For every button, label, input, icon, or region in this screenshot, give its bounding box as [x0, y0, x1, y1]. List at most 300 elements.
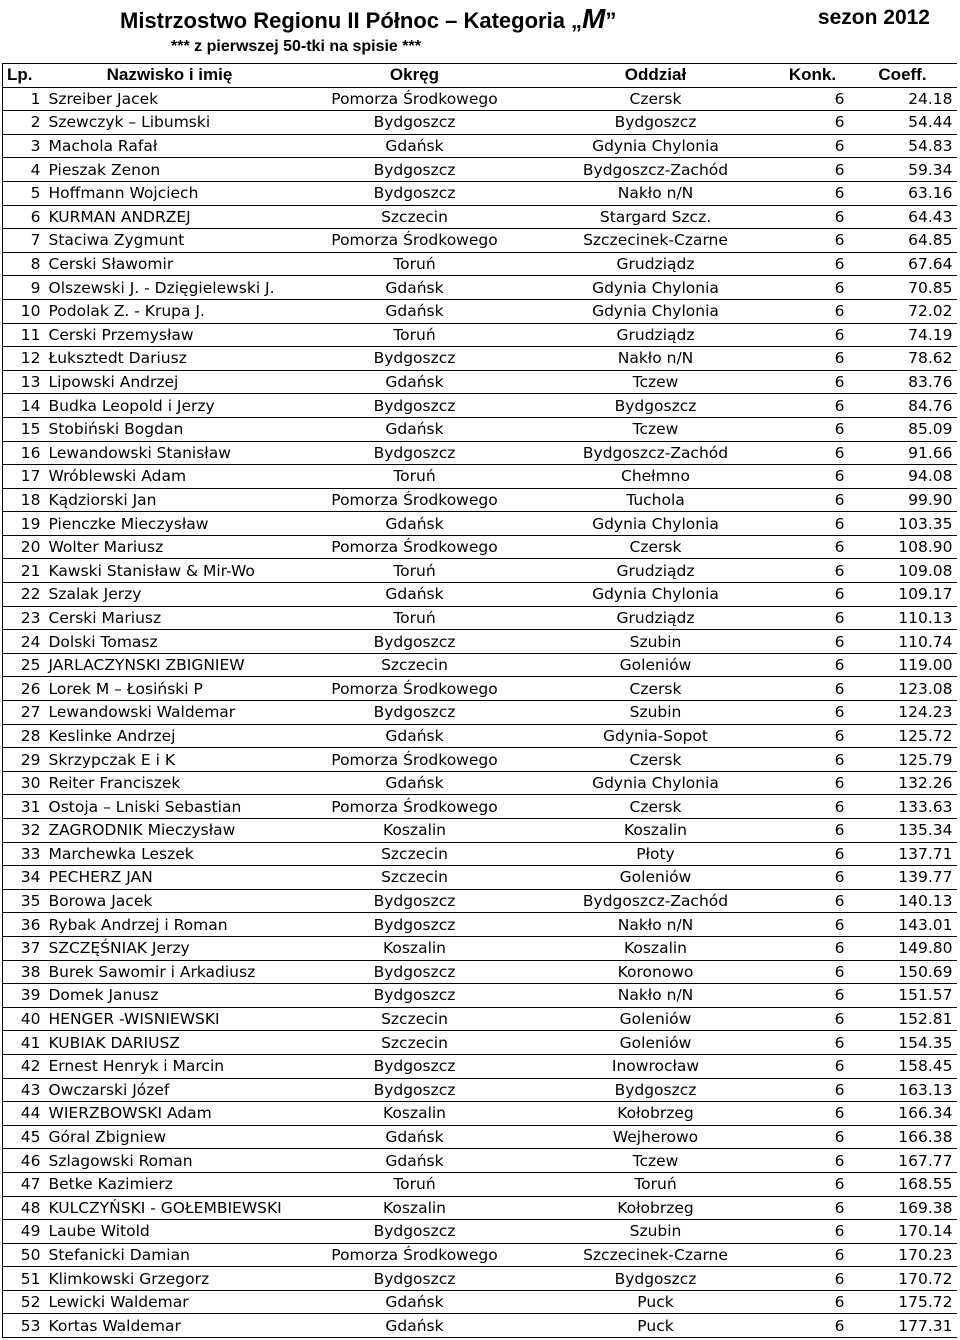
cell-okreg: Bydgoszcz: [295, 1220, 535, 1244]
cell-konk: 6: [777, 229, 849, 253]
cell-konk: 6: [777, 1243, 849, 1267]
table-row: [3, 205, 957, 229]
cell-oddzial: Wejherowo: [535, 1125, 777, 1149]
cell-okreg: Gdańsk: [295, 771, 535, 795]
table-row: [3, 1125, 957, 1149]
cell-coeff: 103.35: [849, 512, 957, 536]
cell-coeff: 150.69: [849, 960, 957, 984]
table-row: [3, 299, 957, 323]
cell-lp: 46: [3, 1149, 45, 1173]
cell-okreg: Bydgoszcz: [295, 1267, 535, 1291]
cell-oddzial: Płoty: [535, 842, 777, 866]
cell-konk: 6: [777, 158, 849, 182]
table-header: [3, 64, 957, 88]
cell-name: WIERZBOWSKI Adam: [45, 1102, 295, 1126]
cell-oddzial: Tczew: [535, 1149, 777, 1173]
cell-oddzial: Szczecinek-Czarne: [535, 1243, 777, 1267]
cell-coeff: 132.26: [849, 771, 957, 795]
cell-name: Szreiber Jacek: [45, 87, 295, 111]
cell-coeff: 123.08: [849, 677, 957, 701]
cell-okreg: Bydgoszcz: [295, 889, 535, 913]
table-row: [3, 701, 957, 725]
cell-okreg: Bydgoszcz: [295, 111, 535, 135]
cell-lp: 9: [3, 276, 45, 300]
cell-lp: 15: [3, 417, 45, 441]
table-row: [3, 842, 957, 866]
cell-name: Borowa Jacek: [45, 889, 295, 913]
cell-oddzial: Gdynia Chylonia: [535, 299, 777, 323]
cell-lp: 27: [3, 701, 45, 725]
table-row: [3, 441, 957, 465]
cell-konk: 6: [777, 701, 849, 725]
cell-konk: 6: [777, 417, 849, 441]
cell-lp: 36: [3, 913, 45, 937]
cell-oddzial: Chełmno: [535, 465, 777, 489]
cell-lp: 31: [3, 795, 45, 819]
cell-lp: 17: [3, 465, 45, 489]
cell-lp: 10: [3, 299, 45, 323]
cell-name: SZCZĘŚNIAK Jerzy: [45, 936, 295, 960]
cell-okreg: Gdańsk: [295, 134, 535, 158]
cell-coeff: 67.64: [849, 252, 957, 276]
cell-oddzial: Tczew: [535, 417, 777, 441]
cell-okreg: Toruń: [295, 606, 535, 630]
cell-okreg: Toruń: [295, 252, 535, 276]
cell-lp: 35: [3, 889, 45, 913]
cell-lp: 19: [3, 512, 45, 536]
cell-oddzial: Stargard Szcz.: [535, 205, 777, 229]
table-row: [3, 1031, 957, 1055]
cell-name: Keslinke Andrzej: [45, 724, 295, 748]
cell-oddzial: Kołobrzeg: [535, 1102, 777, 1126]
cell-name: Skrzypczak E i K: [45, 748, 295, 772]
cell-okreg: Bydgoszcz: [295, 913, 535, 937]
cell-name: Reiter Franciszek: [45, 771, 295, 795]
cell-konk: 6: [777, 87, 849, 111]
table-row: [3, 87, 957, 111]
cell-name: Lipowski Andrzej: [45, 370, 295, 394]
cell-okreg: Bydgoszcz: [295, 181, 535, 205]
cell-lp: 14: [3, 394, 45, 418]
cell-oddzial: Bydgoszcz: [535, 111, 777, 135]
cell-name: Betke Kazimierz: [45, 1172, 295, 1196]
cell-lp: 37: [3, 936, 45, 960]
cell-okreg: Bydgoszcz: [295, 1054, 535, 1078]
cell-name: Kortas Waldemar: [45, 1314, 295, 1338]
cell-lp: 29: [3, 748, 45, 772]
season-label: sezon 2012: [817, 6, 930, 29]
table-row: [3, 771, 957, 795]
cell-name: Pieszak Zenon: [45, 158, 295, 182]
cell-coeff: 169.38: [849, 1196, 957, 1220]
cell-konk: 6: [777, 1172, 849, 1196]
table-row: [3, 866, 957, 890]
table-row: [3, 229, 957, 253]
title-suffix: ”: [605, 8, 617, 33]
cell-oddzial: Tczew: [535, 370, 777, 394]
cell-oddzial: Szubin: [535, 1220, 777, 1244]
cell-okreg: Toruń: [295, 465, 535, 489]
table-row: [3, 960, 957, 984]
cell-konk: 6: [777, 960, 849, 984]
cell-okreg: Gdańsk: [295, 724, 535, 748]
cell-okreg: Gdańsk: [295, 1149, 535, 1173]
cell-konk: 6: [777, 512, 849, 536]
cell-konk: 6: [777, 347, 849, 371]
cell-okreg: Szczecin: [295, 205, 535, 229]
cell-konk: 6: [777, 1125, 849, 1149]
cell-okreg: Szczecin: [295, 1007, 535, 1031]
cell-konk: 6: [777, 370, 849, 394]
cell-oddzial: Szubin: [535, 630, 777, 654]
cell-oddzial: Bydgoszcz-Zachód: [535, 889, 777, 913]
title-category: M: [582, 3, 606, 34]
table-row: [3, 913, 957, 937]
cell-coeff: 63.16: [849, 181, 957, 205]
cell-okreg: Gdańsk: [295, 1290, 535, 1314]
cell-lp: 5: [3, 181, 45, 205]
table-row: [3, 819, 957, 843]
table-row: [3, 1172, 957, 1196]
cell-konk: 6: [777, 394, 849, 418]
cell-lp: 23: [3, 606, 45, 630]
cell-coeff: 110.13: [849, 606, 957, 630]
cell-oddzial: Nakło n/N: [535, 181, 777, 205]
cell-konk: 6: [777, 465, 849, 489]
cell-konk: 6: [777, 583, 849, 607]
cell-lp: 45: [3, 1125, 45, 1149]
cell-oddzial: Goleniów: [535, 1007, 777, 1031]
cell-coeff: 168.55: [849, 1172, 957, 1196]
cell-coeff: 140.13: [849, 889, 957, 913]
cell-name: Klimkowski Grzegorz: [45, 1267, 295, 1291]
cell-konk: 6: [777, 724, 849, 748]
table-row: [3, 1243, 957, 1267]
cell-coeff: 166.38: [849, 1125, 957, 1149]
cell-lp: 40: [3, 1007, 45, 1031]
cell-lp: 12: [3, 347, 45, 371]
cell-name: KURMAN ANDRZEJ: [45, 205, 295, 229]
cell-okreg: Pomorza Środkowego: [295, 748, 535, 772]
column-header-oddzial: Oddział: [535, 64, 777, 88]
cell-okreg: Bydgoszcz: [295, 701, 535, 725]
table-row: [3, 984, 957, 1008]
table-row: [3, 1314, 957, 1338]
table-row: [3, 889, 957, 913]
cell-coeff: 154.35: [849, 1031, 957, 1055]
cell-lp: 48: [3, 1196, 45, 1220]
table-row: [3, 606, 957, 630]
cell-name: Olszewski J. - Dzięgielewski J.: [45, 276, 295, 300]
cell-okreg: Gdańsk: [295, 299, 535, 323]
cell-name: Pienczke Mieczysław: [45, 512, 295, 536]
cell-name: Ostoja – Lniski Sebastian: [45, 795, 295, 819]
cell-konk: 6: [777, 441, 849, 465]
cell-oddzial: Grudziądz: [535, 252, 777, 276]
cell-lp: 32: [3, 819, 45, 843]
cell-coeff: 158.45: [849, 1054, 957, 1078]
cell-konk: 6: [777, 1007, 849, 1031]
cell-oddzial: Tuchola: [535, 488, 777, 512]
cell-okreg: Koszalin: [295, 1196, 535, 1220]
cell-coeff: 124.23: [849, 701, 957, 725]
cell-name: Wróblewski Adam: [45, 465, 295, 489]
table-row: [3, 677, 957, 701]
cell-coeff: 59.34: [849, 158, 957, 182]
cell-okreg: Bydgoszcz: [295, 1078, 535, 1102]
cell-konk: 6: [777, 1290, 849, 1314]
cell-lp: 47: [3, 1172, 45, 1196]
cell-oddzial: Szubin: [535, 701, 777, 725]
table-row: [3, 583, 957, 607]
cell-lp: 28: [3, 724, 45, 748]
table-row: [3, 535, 957, 559]
cell-oddzial: Grudziądz: [535, 606, 777, 630]
cell-konk: 6: [777, 819, 849, 843]
cell-lp: 44: [3, 1102, 45, 1126]
cell-oddzial: Goleniów: [535, 866, 777, 890]
cell-konk: 6: [777, 984, 849, 1008]
cell-konk: 6: [777, 748, 849, 772]
cell-coeff: 167.77: [849, 1149, 957, 1173]
cell-konk: 6: [777, 252, 849, 276]
cell-coeff: 83.76: [849, 370, 957, 394]
cell-lp: 53: [3, 1314, 45, 1338]
cell-konk: 6: [777, 111, 849, 135]
cell-okreg: Gdańsk: [295, 512, 535, 536]
table-row: [3, 559, 957, 583]
table-row: [3, 630, 957, 654]
cell-oddzial: Czersk: [535, 535, 777, 559]
cell-coeff: 64.85: [849, 229, 957, 253]
cell-konk: 6: [777, 1149, 849, 1173]
cell-lp: 33: [3, 842, 45, 866]
cell-konk: 6: [777, 677, 849, 701]
cell-konk: 6: [777, 1054, 849, 1078]
table-row: [3, 370, 957, 394]
cell-coeff: 64.43: [849, 205, 957, 229]
cell-oddzial: Nakło n/N: [535, 913, 777, 937]
cell-konk: 6: [777, 630, 849, 654]
cell-oddzial: Gdynia Chylonia: [535, 276, 777, 300]
cell-okreg: Szczecin: [295, 842, 535, 866]
cell-lp: 2: [3, 111, 45, 135]
table-row: [3, 181, 957, 205]
table-row: [3, 1078, 957, 1102]
cell-konk: 6: [777, 913, 849, 937]
cell-name: KULCZYŃSKI - GOŁEMBIEWSKI: [45, 1196, 295, 1220]
cell-coeff: 109.08: [849, 559, 957, 583]
cell-oddzial: Bydgoszcz-Zachód: [535, 441, 777, 465]
cell-okreg: Koszalin: [295, 1102, 535, 1126]
cell-konk: 6: [777, 936, 849, 960]
table-row: [3, 158, 957, 182]
table-row: [3, 512, 957, 536]
cell-konk: 6: [777, 276, 849, 300]
cell-okreg: Pomorza Środkowego: [295, 535, 535, 559]
cell-name: Podolak Z. - Krupa J.: [45, 299, 295, 323]
table-row: [3, 111, 957, 135]
table-row: [3, 795, 957, 819]
cell-konk: 6: [777, 134, 849, 158]
cell-okreg: Szczecin: [295, 866, 535, 890]
cell-okreg: Bydgoszcz: [295, 158, 535, 182]
cell-okreg: Szczecin: [295, 1031, 535, 1055]
cell-okreg: Gdańsk: [295, 583, 535, 607]
cell-name: Laube Witold: [45, 1220, 295, 1244]
page-title: [120, 3, 616, 35]
cell-okreg: Toruń: [295, 323, 535, 347]
cell-okreg: Bydgoszcz: [295, 394, 535, 418]
cell-oddzial: Bydgoszcz: [535, 394, 777, 418]
cell-lp: 22: [3, 583, 45, 607]
cell-oddzial: Grudziądz: [535, 323, 777, 347]
cell-name: Szlagowski Roman: [45, 1149, 295, 1173]
table-row: [3, 653, 957, 677]
cell-name: PECHERZ JAN: [45, 866, 295, 890]
cell-oddzial: Kołobrzeg: [535, 1196, 777, 1220]
cell-konk: 6: [777, 771, 849, 795]
cell-oddzial: Puck: [535, 1290, 777, 1314]
cell-name: Hoffmann Wojciech: [45, 181, 295, 205]
table-row: [3, 724, 957, 748]
cell-coeff: 177.31: [849, 1314, 957, 1338]
cell-konk: 6: [777, 299, 849, 323]
cell-okreg: Pomorza Środkowego: [295, 1243, 535, 1267]
cell-coeff: 91.66: [849, 441, 957, 465]
table-row: [3, 488, 957, 512]
cell-okreg: Toruń: [295, 1172, 535, 1196]
cell-name: Marchewka Leszek: [45, 842, 295, 866]
cell-lp: 16: [3, 441, 45, 465]
cell-oddzial: Szczecinek-Czarne: [535, 229, 777, 253]
cell-lp: 50: [3, 1243, 45, 1267]
header-row: [3, 64, 957, 88]
cell-name: Ernest Henryk i Marcin: [45, 1054, 295, 1078]
cell-konk: 6: [777, 1196, 849, 1220]
table-row: [3, 417, 957, 441]
cell-name: Cerski Mariusz: [45, 606, 295, 630]
cell-coeff: 133.63: [849, 795, 957, 819]
cell-name: Dolski Tomasz: [45, 630, 295, 654]
cell-name: Lewandowski Waldemar: [45, 701, 295, 725]
cell-name: Stobiński Bogdan: [45, 417, 295, 441]
cell-konk: 6: [777, 795, 849, 819]
cell-lp: 38: [3, 960, 45, 984]
cell-oddzial: Czersk: [535, 795, 777, 819]
cell-lp: 8: [3, 252, 45, 276]
cell-name: Cerski Sławomir: [45, 252, 295, 276]
cell-oddzial: Bydgoszcz: [535, 1267, 777, 1291]
table-row: [3, 323, 957, 347]
cell-name: Staciwa Zygmunt: [45, 229, 295, 253]
cell-okreg: Gdańsk: [295, 1314, 535, 1338]
cell-oddzial: Koronowo: [535, 960, 777, 984]
cell-oddzial: Nakło n/N: [535, 984, 777, 1008]
cell-name: JARLACZYNSKI ZBIGNIEW: [45, 653, 295, 677]
cell-okreg: Bydgoszcz: [295, 960, 535, 984]
cell-konk: 6: [777, 488, 849, 512]
cell-oddzial: Gdynia-Sopot: [535, 724, 777, 748]
cell-name: KUBIAK DARIUSZ: [45, 1031, 295, 1055]
cell-name: Lewandowski Stanisław: [45, 441, 295, 465]
table-row: [3, 252, 957, 276]
cell-lp: 49: [3, 1220, 45, 1244]
cell-name: Machola Rafał: [45, 134, 295, 158]
cell-lp: 11: [3, 323, 45, 347]
cell-konk: 6: [777, 323, 849, 347]
column-header-name: Nazwisko i imię: [45, 64, 295, 88]
cell-konk: 6: [777, 842, 849, 866]
cell-konk: 6: [777, 1314, 849, 1338]
cell-coeff: 119.00: [849, 653, 957, 677]
cell-lp: 25: [3, 653, 45, 677]
cell-coeff: 110.74: [849, 630, 957, 654]
cell-oddzial: Goleniów: [535, 653, 777, 677]
table-row: [3, 394, 957, 418]
cell-oddzial: Inowrocław: [535, 1054, 777, 1078]
table-row: [3, 1220, 957, 1244]
cell-okreg: Toruń: [295, 559, 535, 583]
cell-konk: 6: [777, 1267, 849, 1291]
cell-konk: 6: [777, 535, 849, 559]
cell-okreg: Pomorza Środkowego: [295, 795, 535, 819]
cell-coeff: 54.83: [849, 134, 957, 158]
cell-oddzial: Czersk: [535, 677, 777, 701]
cell-okreg: Pomorza Środkowego: [295, 677, 535, 701]
cell-coeff: 70.85: [849, 276, 957, 300]
cell-oddzial: Gdynia Chylonia: [535, 134, 777, 158]
cell-okreg: Pomorza Środkowego: [295, 229, 535, 253]
cell-lp: 30: [3, 771, 45, 795]
cell-name: ZAGRODNIK Mieczysław: [45, 819, 295, 843]
cell-okreg: Bydgoszcz: [295, 984, 535, 1008]
cell-name: Budka Leopold i Jerzy: [45, 394, 295, 418]
cell-coeff: 166.34: [849, 1102, 957, 1126]
cell-name: HENGER -WISNIEWSKI: [45, 1007, 295, 1031]
cell-oddzial: Bydgoszcz: [535, 1078, 777, 1102]
table-row: [3, 1149, 957, 1173]
cell-oddzial: Gdynia Chylonia: [535, 512, 777, 536]
cell-okreg: Gdańsk: [295, 1125, 535, 1149]
table-row: [3, 748, 957, 772]
cell-lp: 13: [3, 370, 45, 394]
cell-coeff: 152.81: [849, 1007, 957, 1031]
cell-name: Burek Sawomir i Arkadiusz: [45, 960, 295, 984]
cell-okreg: Pomorza Środkowego: [295, 87, 535, 111]
cell-konk: 6: [777, 889, 849, 913]
cell-coeff: 170.14: [849, 1220, 957, 1244]
cell-lp: 6: [3, 205, 45, 229]
cell-lp: 52: [3, 1290, 45, 1314]
cell-oddzial: Nakło n/N: [535, 347, 777, 371]
results-table: [2, 63, 957, 1338]
cell-name: Domek Janusz: [45, 984, 295, 1008]
cell-okreg: Bydgoszcz: [295, 630, 535, 654]
cell-coeff: 109.17: [849, 583, 957, 607]
cell-lp: 21: [3, 559, 45, 583]
cell-konk: 6: [777, 205, 849, 229]
cell-coeff: 170.72: [849, 1267, 957, 1291]
cell-coeff: 139.77: [849, 866, 957, 890]
table-row: [3, 465, 957, 489]
cell-coeff: 163.13: [849, 1078, 957, 1102]
cell-lp: 43: [3, 1078, 45, 1102]
cell-lp: 18: [3, 488, 45, 512]
cell-name: Stefanicki Damian: [45, 1243, 295, 1267]
cell-oddzial: Czersk: [535, 748, 777, 772]
table-row: [3, 1196, 957, 1220]
